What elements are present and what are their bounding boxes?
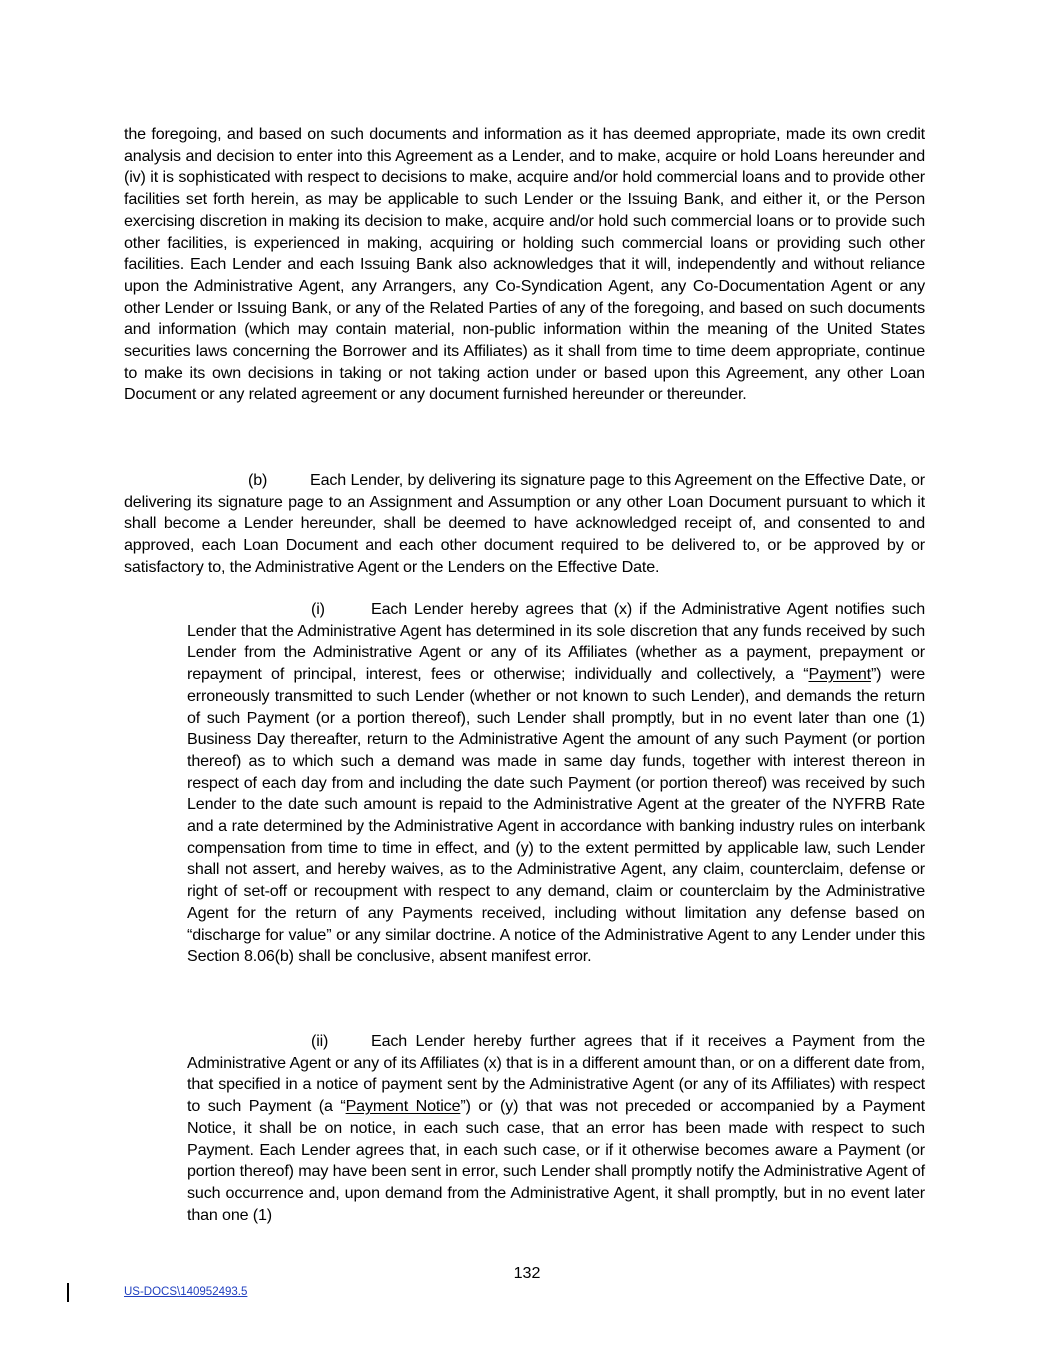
defined-term-payment-notice: Payment Notice xyxy=(345,1097,461,1116)
section-ii-text-before: Each Lender hereby further agrees that if it receives a Payment from the Administrative Agent or any of its Affiliates (x) that is in a different amount than, or on a different date from, that specified in a notice of payment sent by the Administrative Agent (or any of its Affiliates) with respect to such Payment (a “ xyxy=(187,1032,925,1116)
section-i-paragraph xyxy=(187,599,925,968)
section-ii-number: (ii) xyxy=(311,1032,329,1050)
section-b-number: (b) xyxy=(248,471,268,489)
page-number: 132 xyxy=(513,1264,541,1282)
paragraph-continuation xyxy=(124,124,925,406)
section-b-text: Each Lender, by delivering its signature page to this Agreement on the Effective Date, or delivering its signature page to an Assignment and Assumption or any other Loan Document pursuant to which it shall become a Lender hereunder, shall be deemed to have acknowledged receipt of, and consented to and approved, each Loan Document and each other document required to be delivered to, or be approved by or satisfactory to, the Administrative Agent or the Lenders on the Effective Date. xyxy=(124,471,925,576)
paragraph-continuation-text: the foregoing, and based on such documents and information as it has deemed appropriate, made its own credit analysis and decision to enter into this Agreement as a Lender, and to make, acquire or hold Loans hereunder and (iv) it is sophisticated with respect to decisions to make, acquire and/or hold commercial loans and to provide other facilities set forth herein, as may be applicable to such Lender or the Issuing Bank, and either it, or the Person exercising discretion in making its decision to make, acquire and/or hold such commercial loans or to provide such other facilities, is experienced in making, acquiring or holding such commercial loans or providing such other facilities. Each Lender and each Issuing Bank also acknowledges that it will, independently and without reliance upon the Administrative Agent, any Arrangers, any Co-Syndication Agent, any Co-Documentation Agent or any other Lender or Issuing Bank, or any of the Related Parties of any of the foregoing, and based on such documents and information (which may contain material, non-public information within the meaning of the United States securities laws concerning the Borrower and its Affiliates) as it shall from time to time deem appropriate, continue to make its own decisions in taking or not taking action under or based upon this Agreement, any other Loan Document or any related agreement or any document furnished hereunder or thereunder. xyxy=(124,125,925,404)
section-i-number: (i) xyxy=(311,600,325,618)
section-b-paragraph xyxy=(124,470,925,579)
section-ii-paragraph xyxy=(187,1031,925,1226)
section-i-text-before: Each Lender hereby agrees that (x) if the Administrative Agent notifies such Lender that the Administrative Agent has determined in its sole discretion that any funds received by such Lender from the Administrative Agent or any of its Affiliates (whether as a payment, prepayment or repayment of principal, interest, fees or otherwise; individually and collectively, a “ xyxy=(187,600,925,684)
revision-change-bar xyxy=(67,1283,69,1302)
defined-term-payment: Payment xyxy=(808,665,871,684)
section-i-text-after: ”) were erroneously transmitted to such Lender (whether or not known to such Lender), and demands the return of such Payment (or a portion thereof), such Lender shall promptly, but in no event later than one (1) Business Day thereafter, return to the Administrative Agent the amount of any such Payment (or portion thereof) as to which such a demand was made in same day funds, together with interest thereon in respect of each day from and including the date such Payment (or portion thereof) was received by such Lender to the date such amount is repaid to the Administrative Agent at the greater of the NYFRB Rate and a rate determined by the Administrative Agent in accordance with banking industry rules on interbank compensation from time to time in effect, and (y) to the extent permitted by applicable law, such Lender shall not assert, and hereby waives, as to the Administrative Agent, any claim, counterclaim, defense or right of set-off or recoupment with respect to any demand, claim or counterclaim by the Administrative Agent for the return of any Payments received, including without limitation any defense based on “discharge for value” or any similar doctrine. A notice of the Administrative Agent to any Lender under this Section 8.06(b) shall be conclusive, absent manifest error. xyxy=(187,665,925,966)
section-ii-text-after: ”) or (y) that was not preceded or accompanied by a Payment Notice, it shall be on notice, in each such case, that an error has been made with respect to such Payment. Each Lender agrees that, in each such case, or if it otherwise becomes aware a Payment (or portion thereof) may have been sent in error, such Lender shall promptly notify the Administrative Agent of such occurrence and, upon demand from the Administrative Agent, it shall promptly, but in no event later than one (1) xyxy=(187,1097,925,1224)
document-id-link[interactable]: US-DOCS\140952493.5 xyxy=(124,1286,248,1298)
